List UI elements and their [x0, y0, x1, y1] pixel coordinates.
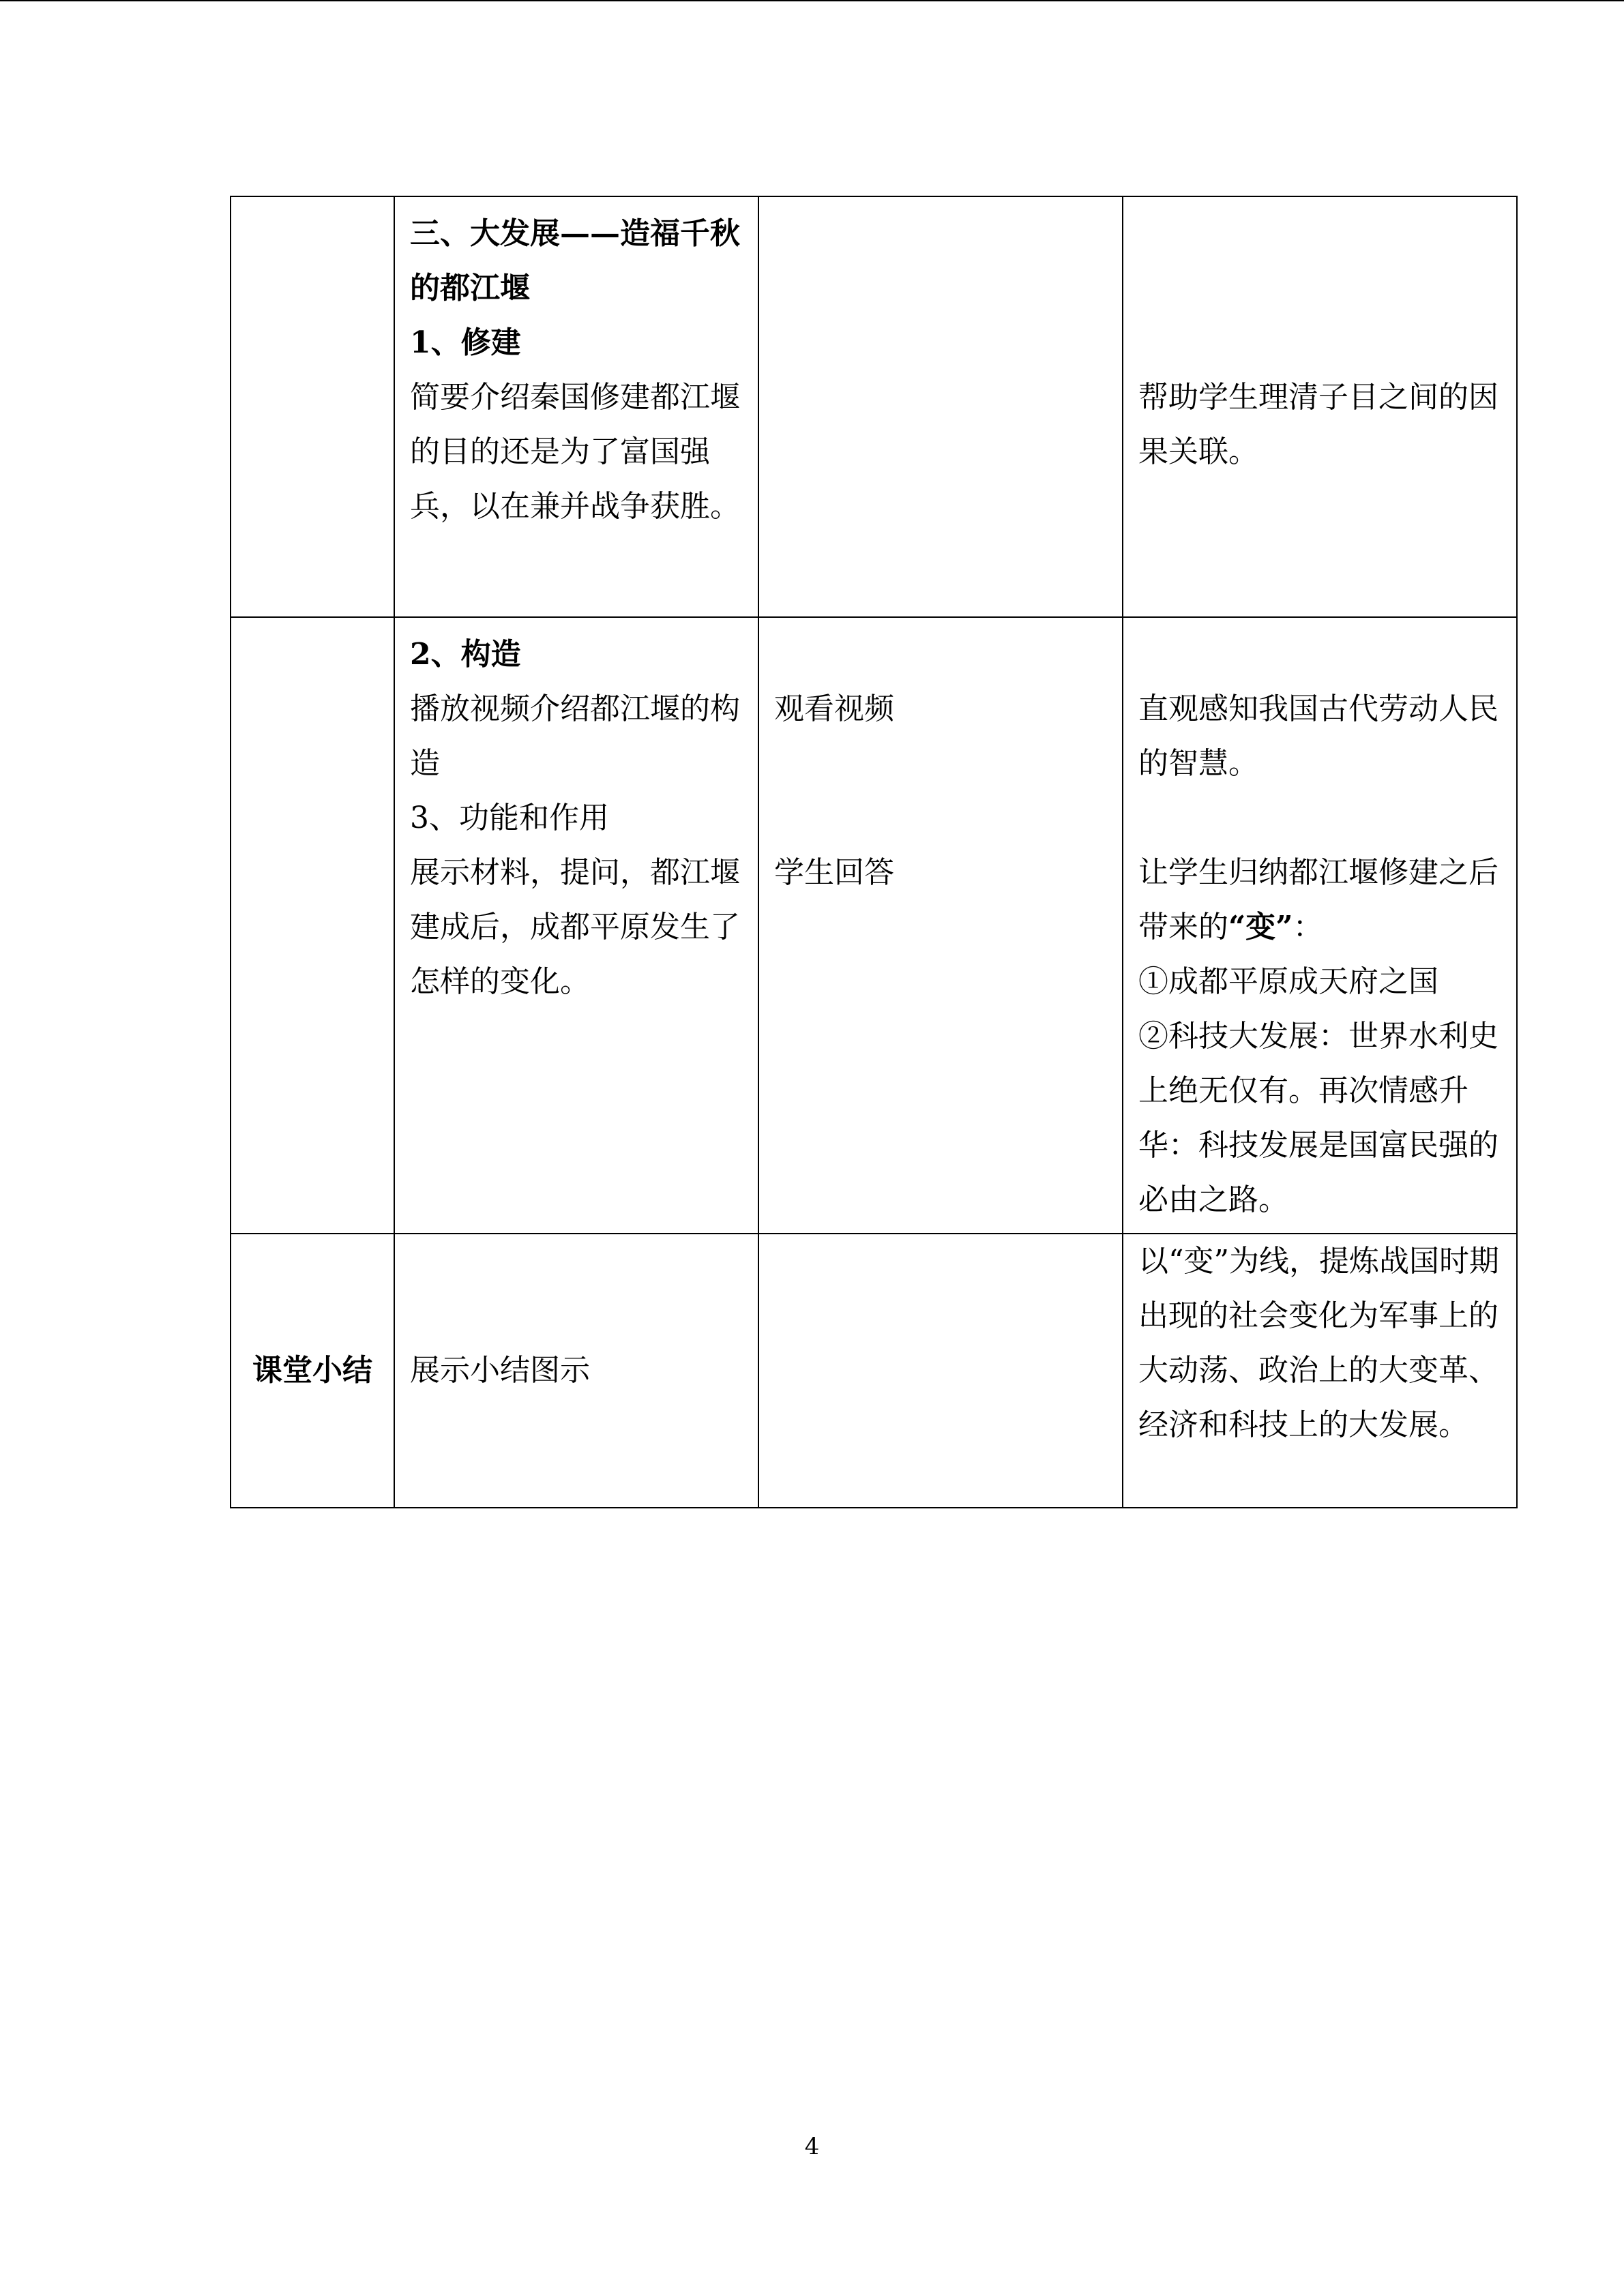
table-row [231, 196, 1517, 617]
subsection-heading: 2、构造 [410, 637, 521, 672]
table-row [231, 617, 1517, 1234]
section-heading: 三、大发展——造福千秋的都江堰 [410, 216, 740, 305]
design-intent-cell [1123, 617, 1517, 1234]
subsection-heading: 3、功能和作用 [410, 801, 609, 835]
student-activity-cell [758, 1234, 1123, 1508]
teacher-text: 简要介绍秦国修建都江堰的目的还是为了富国强兵，以在兼并战争获胜。 [410, 380, 740, 524]
page-number: 4 [804, 2133, 820, 2160]
table-row [231, 1234, 1517, 1508]
intent-text: 直观感知我国古代劳动人民的智慧。 [1138, 691, 1498, 781]
subsection-heading: 1、修建 [410, 325, 521, 360]
intent-text: 以“变”为线，提炼战国时期出现的社会变化为军事上的大动荡、政治上的大变革、经济和科技上的大发展。 [1138, 1244, 1499, 1442]
teacher-activity-cell [394, 196, 758, 617]
stage-cell [231, 617, 394, 1234]
teacher-activity-cell [394, 617, 758, 1234]
student-text: 观看视频 [774, 691, 894, 726]
student-activity-cell [758, 196, 1123, 617]
intent-text: ①成都平原成天府之国 [1138, 964, 1438, 999]
student-activity-cell [758, 617, 1123, 1234]
lesson-plan-table [230, 196, 1518, 1508]
intent-text: 帮助学生理清子目之间的因果关联。 [1138, 380, 1498, 469]
design-intent-cell [1123, 196, 1517, 617]
intent-text: ②科技大发展：世界水利史上绝无仅有。再次情感升华：科技发展是国富民强的必由之路。 [1138, 1019, 1498, 1217]
stage-cell [231, 196, 394, 617]
intent-text: 让学生归纳都江堰修建之后带来的“变”： [1138, 855, 1498, 944]
stage-cell: 课堂小结 [231, 1234, 394, 1508]
page-top-border [0, 0, 1624, 1]
design-intent-cell [1123, 1234, 1517, 1508]
student-text: 学生回答 [774, 855, 894, 890]
teacher-text: 展示材料，提问，都江堰建成后，成都平原发生了怎样的变化。 [410, 855, 740, 999]
bold-term: “变” [1228, 910, 1293, 944]
teacher-activity-cell [394, 1234, 758, 1508]
teacher-text: 展示小结图示 [410, 1353, 590, 1388]
teacher-text: 播放视频介绍都江堰的构造 [410, 691, 740, 781]
